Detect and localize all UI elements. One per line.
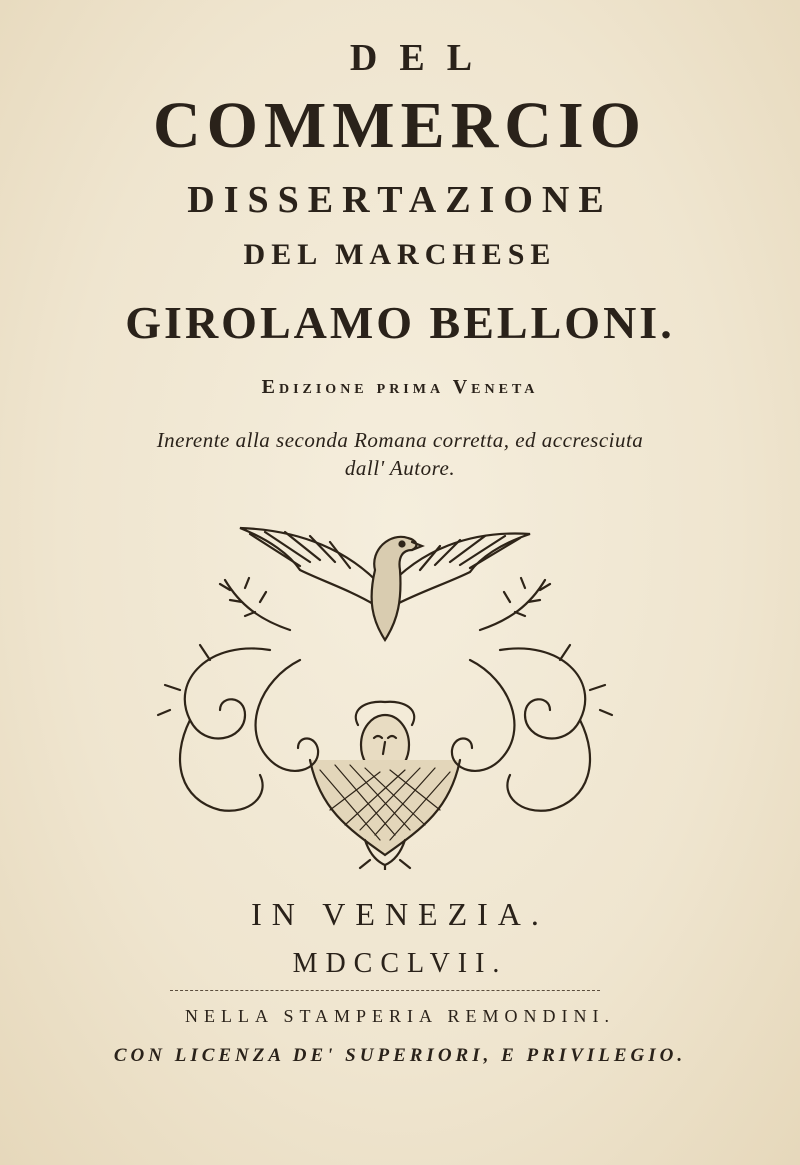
divider-rule [170, 990, 600, 991]
imprint-license: CON LICENZA DE' SUPERIORI, E PRIVILEGIO. [113, 1045, 687, 1066]
main-title: COMMERCIO [153, 89, 647, 162]
eagle-foliage-woodcut-icon [150, 510, 620, 870]
imprint-place: IN VENEZIA. [251, 896, 549, 932]
author-name: GIROLAMO BELLONI. [125, 297, 675, 348]
subtitle: DISSERTAZIONE [187, 179, 613, 221]
author-prefix: DEL MARCHESE [243, 238, 557, 271]
title-del: DEL [349, 37, 495, 79]
imprint-year: MDCCLVII. [292, 948, 508, 979]
imprint-printer: NELLA STAMPERIA REMONDINI. [184, 1006, 616, 1026]
edition-note-line-1: Inerente alla seconda Romana corretta, ed accresciuta [156, 428, 644, 452]
edition-line: Edizione prima Veneta [261, 376, 539, 398]
edition-note-line-2: dall' Autore. [344, 456, 456, 480]
